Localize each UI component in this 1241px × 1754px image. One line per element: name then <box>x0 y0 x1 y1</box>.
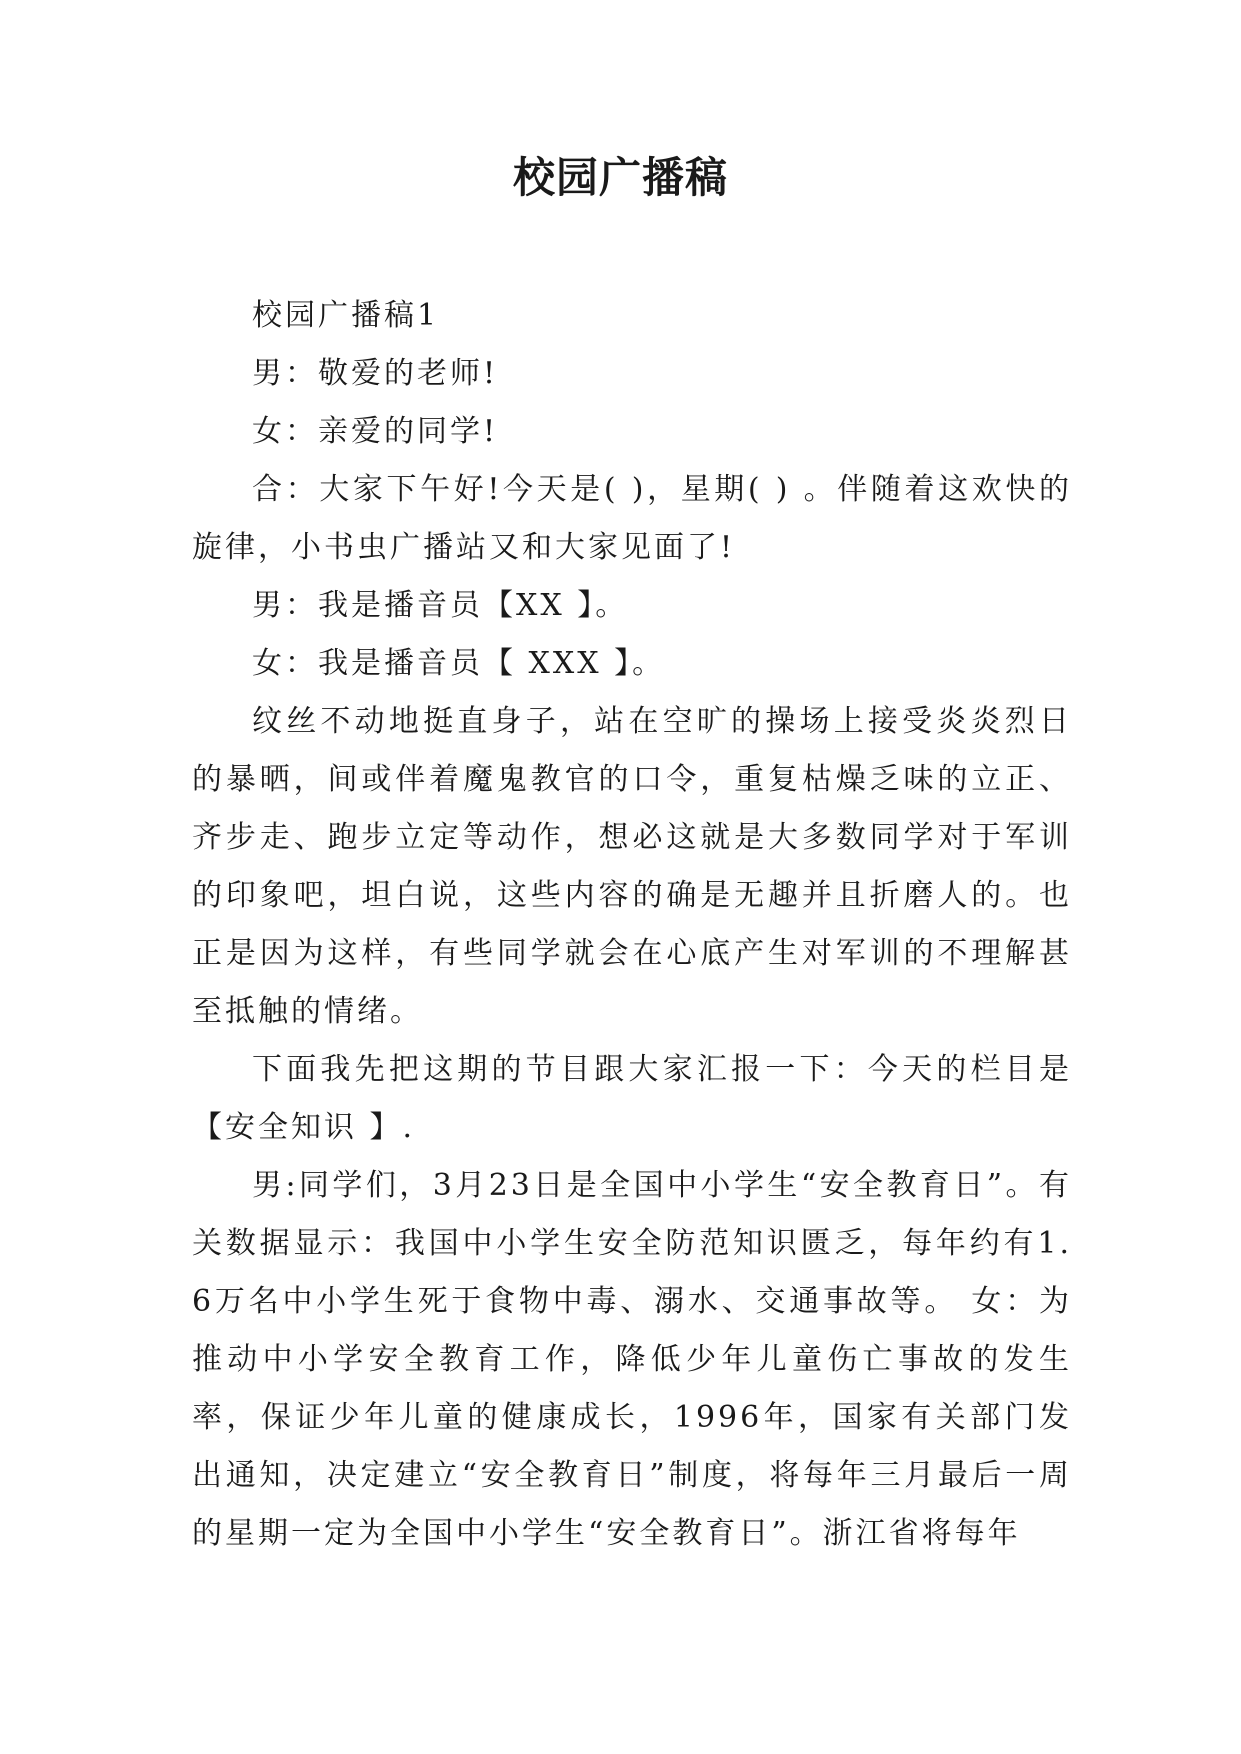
paragraph-together-greeting: 合：大家下午好!今天是( )，星期( ) 。伴随着这欢快的旋律，小书虫广播站又和大家见面了! <box>192 472 1072 565</box>
paragraph-military-training: 纹丝不动地挺直身子，站在空旷的操场上接受炎炎烈日的暴晒，间或伴着魔鬼教官的口令，重复枯燥乏味的立正、齐步走、跑步立定等动作，想必这就是大多数同学对于军训的印象吧，坦白说，这些内容的确是无趣并且折磨人的。也正是因为这样，有些同学就会在心底产生对军训的不理解甚至抵触的情绪。 <box>192 704 1072 1029</box>
paragraph-male-greeting: 男：敬爱的老师! <box>252 356 499 391</box>
paragraph-male-announcer: 男：我是播音员【XX 】。 <box>252 588 629 623</box>
paragraph-female-announcer: 女：我是播音员【 XXX 】。 <box>252 646 666 681</box>
paragraph-safety-day: 男:同学们，3月23日是全国中小学生“安全教育日”。有关数据显示：我国中小学生安全防范知识匮乏，每年约有1.6万名中小学生死于食物中毒、溺水、交通事故等。 女：为推动中小学安全教育工作，降低少年儿童伤亡事故的发生率，保证少年儿童的健康成长，1996年，国家有关部门发出通知，决定建立“安全教育日”制度，将每年三月最后一周的星期一定为全国中小学生“安全教育日”。浙江省将每年 <box>192 1168 1072 1551</box>
paragraph-program-intro: 下面我先把这期的节目跟大家汇报一下：今天的栏目是【安全知识 】. <box>192 1052 1072 1145</box>
document-body <box>192 287 1072 1563</box>
paragraph-heading: 校园广播稿1 <box>252 298 440 333</box>
paragraph-female-greeting: 女：亲爱的同学! <box>252 414 499 449</box>
document-title: 校园广播稿 <box>512 153 728 202</box>
